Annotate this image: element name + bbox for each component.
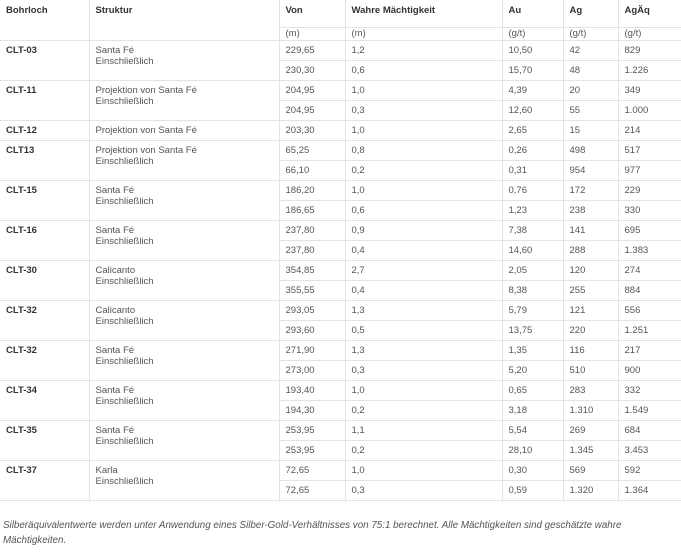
ageq-cell: 217	[618, 340, 681, 360]
ag-cell: 121	[563, 300, 618, 320]
ageq-cell: 1.383	[618, 240, 681, 260]
ageq-cell: 330	[618, 200, 681, 220]
mächtigkeit-cell: 0,2	[345, 160, 502, 180]
ag-cell: 141	[563, 220, 618, 240]
ag-cell: 1.320	[563, 480, 618, 500]
table-row	[0, 140, 681, 160]
unit-mächtigkeit: (m)	[345, 27, 502, 40]
ageq-cell: 1.226	[618, 60, 681, 80]
ageq-cell: 214	[618, 120, 681, 140]
von-cell: 66,10	[279, 160, 345, 180]
table-body	[0, 40, 681, 500]
au-cell: 0,65	[502, 380, 563, 400]
ag-cell: 288	[563, 240, 618, 260]
von-cell: 293,60	[279, 320, 345, 340]
ag-cell: 569	[563, 460, 618, 480]
von-cell: 253,95	[279, 420, 345, 440]
header-au: Au	[502, 0, 563, 27]
von-cell: 273,00	[279, 360, 345, 380]
von-cell: 72,65	[279, 480, 345, 500]
unit-au: (g/t)	[502, 27, 563, 40]
von-cell: 237,80	[279, 240, 345, 260]
struktur-cell: Calicanto Einschließlich	[89, 260, 279, 300]
au-cell: 7,38	[502, 220, 563, 240]
bohrloch-cell: CLT-30	[0, 260, 89, 300]
ageq-cell: 1.000	[618, 100, 681, 120]
mächtigkeit-cell: 1,3	[345, 340, 502, 360]
mächtigkeit-cell: 1,0	[345, 80, 502, 100]
ageq-cell: 274	[618, 260, 681, 280]
von-cell: 293,05	[279, 300, 345, 320]
mächtigkeit-cell: 1,0	[345, 180, 502, 200]
ag-cell: 120	[563, 260, 618, 280]
au-cell: 1,23	[502, 200, 563, 220]
header-struktur: Struktur	[89, 0, 279, 40]
mächtigkeit-cell: 1,3	[345, 300, 502, 320]
header-bohrloch: Bohrloch	[0, 0, 89, 40]
footnote: Silberäquivalentwerte werden unter Anwendung eines Silber-Gold-Verhältnisses von 75:1 berechnet. Alle Mächtigkeiten sind geschätzte wahre Mächtigkeiten.	[3, 520, 622, 546]
ageq-cell: 517	[618, 140, 681, 160]
ag-cell: 1.310	[563, 400, 618, 420]
ag-cell: 48	[563, 60, 618, 80]
mächtigkeit-cell: 0,2	[345, 400, 502, 420]
au-cell: 10,50	[502, 40, 563, 60]
bohrloch-cell: CLT-15	[0, 180, 89, 220]
unit-ageq: (g/t)	[618, 27, 681, 40]
bohrloch-cell: CLT-16	[0, 220, 89, 260]
von-cell: 193,40	[279, 380, 345, 400]
ag-cell: 238	[563, 200, 618, 220]
von-cell: 271,90	[279, 340, 345, 360]
au-cell: 5,79	[502, 300, 563, 320]
bohrloch-cell: CLT-37	[0, 460, 89, 500]
mächtigkeit-cell: 0,5	[345, 320, 502, 340]
ag-cell: 116	[563, 340, 618, 360]
ageq-cell: 556	[618, 300, 681, 320]
von-cell: 72,65	[279, 460, 345, 480]
ag-cell: 42	[563, 40, 618, 60]
au-cell: 0,26	[502, 140, 563, 160]
ag-cell: 498	[563, 140, 618, 160]
ageq-cell: 684	[618, 420, 681, 440]
von-cell: 186,65	[279, 200, 345, 220]
header-ag: Ag	[563, 0, 618, 27]
ag-cell: 510	[563, 360, 618, 380]
struktur-cell: Calicanto Einschließlich	[89, 300, 279, 340]
bohrloch-cell: CLT-32	[0, 340, 89, 380]
header-mächtigkeit: Wahre Mächtigkeit	[345, 0, 502, 27]
ageq-cell: 977	[618, 160, 681, 180]
au-cell: 3,18	[502, 400, 563, 420]
mächtigkeit-cell: 0,2	[345, 440, 502, 460]
au-cell: 15,70	[502, 60, 563, 80]
struktur-cell: Santa Fé Einschließlich	[89, 420, 279, 460]
struktur-cell: Santa Fé Einschließlich	[89, 180, 279, 220]
ageq-cell: 695	[618, 220, 681, 240]
header-ageq: AgÄq	[618, 0, 681, 27]
bohrloch-cell: CLT-12	[0, 120, 89, 140]
au-cell: 28,10	[502, 440, 563, 460]
au-cell: 2,05	[502, 260, 563, 280]
ag-cell: 954	[563, 160, 618, 180]
au-cell: 5,54	[502, 420, 563, 440]
struktur-cell: Santa Fé Einschließlich	[89, 220, 279, 260]
von-cell: 355,55	[279, 280, 345, 300]
mächtigkeit-cell: 0,3	[345, 480, 502, 500]
von-cell: 253,95	[279, 440, 345, 460]
table-row	[0, 260, 681, 280]
struktur-cell: Karla Einschließlich	[89, 460, 279, 500]
ageq-cell: 1.364	[618, 480, 681, 500]
von-cell: 204,95	[279, 100, 345, 120]
struktur-cell: Projektion von Santa Fé Einschließlich	[89, 140, 279, 180]
mächtigkeit-cell: 0,6	[345, 200, 502, 220]
ageq-cell: 1.549	[618, 400, 681, 420]
table-row	[0, 340, 681, 360]
mächtigkeit-cell: 2,7	[345, 260, 502, 280]
ag-cell: 283	[563, 380, 618, 400]
au-cell: 0,31	[502, 160, 563, 180]
ageq-cell: 229	[618, 180, 681, 200]
table-row	[0, 420, 681, 440]
table-row	[0, 80, 681, 100]
au-cell: 12,60	[502, 100, 563, 120]
au-cell: 2,65	[502, 120, 563, 140]
ageq-cell: 1.251	[618, 320, 681, 340]
mächtigkeit-cell: 0,4	[345, 280, 502, 300]
table-row	[0, 300, 681, 320]
bohrloch-cell: CLT13	[0, 140, 89, 180]
mächtigkeit-cell: 0,4	[345, 240, 502, 260]
von-cell: 354,85	[279, 260, 345, 280]
ageq-cell: 829	[618, 40, 681, 60]
table-row	[0, 380, 681, 400]
unit-ag: (g/t)	[563, 27, 618, 40]
au-cell: 8,38	[502, 280, 563, 300]
au-cell: 1,35	[502, 340, 563, 360]
unit-von: (m)	[279, 27, 345, 40]
ag-cell: 15	[563, 120, 618, 140]
ag-cell: 220	[563, 320, 618, 340]
mächtigkeit-cell: 0,6	[345, 60, 502, 80]
table-row	[0, 460, 681, 480]
struktur-cell: Projektion von Santa Fé Einschließlich	[89, 80, 279, 120]
ageq-cell: 592	[618, 460, 681, 480]
table-header	[0, 0, 681, 40]
au-cell: 14,60	[502, 240, 563, 260]
struktur-cell: Santa Fé Einschließlich	[89, 380, 279, 420]
au-cell: 0,76	[502, 180, 563, 200]
ag-cell: 255	[563, 280, 618, 300]
mächtigkeit-cell: 1,2	[345, 40, 502, 60]
ageq-cell: 884	[618, 280, 681, 300]
bohrloch-cell: CLT-03	[0, 40, 89, 80]
von-cell: 194,30	[279, 400, 345, 420]
mächtigkeit-cell: 1,0	[345, 460, 502, 480]
mächtigkeit-cell: 0,3	[345, 360, 502, 380]
ag-cell: 55	[563, 100, 618, 120]
bohrloch-cell: CLT-34	[0, 380, 89, 420]
von-cell: 204,95	[279, 80, 345, 100]
mächtigkeit-cell: 0,3	[345, 100, 502, 120]
ag-cell: 1.345	[563, 440, 618, 460]
von-cell: 65,25	[279, 140, 345, 160]
table-row	[0, 40, 681, 60]
von-cell: 203,30	[279, 120, 345, 140]
ag-cell: 269	[563, 420, 618, 440]
au-cell: 4,39	[502, 80, 563, 100]
au-cell: 5,20	[502, 360, 563, 380]
header-row	[0, 0, 681, 27]
struktur-cell: Santa Fé Einschließlich	[89, 40, 279, 80]
header-von: Von	[279, 0, 345, 27]
bohrloch-cell: CLT-32	[0, 300, 89, 340]
ageq-cell: 3.453	[618, 440, 681, 460]
bohrloch-cell: CLT-35	[0, 420, 89, 460]
von-cell: 186,20	[279, 180, 345, 200]
mächtigkeit-cell: 0,9	[345, 220, 502, 240]
von-cell: 237,80	[279, 220, 345, 240]
struktur-cell: Santa Fé Einschließlich	[89, 340, 279, 380]
ageq-cell: 349	[618, 80, 681, 100]
au-cell: 0,59	[502, 480, 563, 500]
table-row	[0, 220, 681, 240]
von-cell: 229,65	[279, 40, 345, 60]
ag-cell: 172	[563, 180, 618, 200]
au-cell: 0,30	[502, 460, 563, 480]
table-row	[0, 180, 681, 200]
struktur-cell: Projektion von Santa Fé	[89, 120, 279, 140]
von-cell: 230,30	[279, 60, 345, 80]
mächtigkeit-cell: 0,8	[345, 140, 502, 160]
table-row	[0, 120, 681, 140]
bohrloch-cell: CLT-11	[0, 80, 89, 120]
ageq-cell: 332	[618, 380, 681, 400]
au-cell: 13,75	[502, 320, 563, 340]
mächtigkeit-cell: 1,1	[345, 420, 502, 440]
mächtigkeit-cell: 1,0	[345, 380, 502, 400]
ag-cell: 20	[563, 80, 618, 100]
mächtigkeit-cell: 1,0	[345, 120, 502, 140]
ageq-cell: 900	[618, 360, 681, 380]
